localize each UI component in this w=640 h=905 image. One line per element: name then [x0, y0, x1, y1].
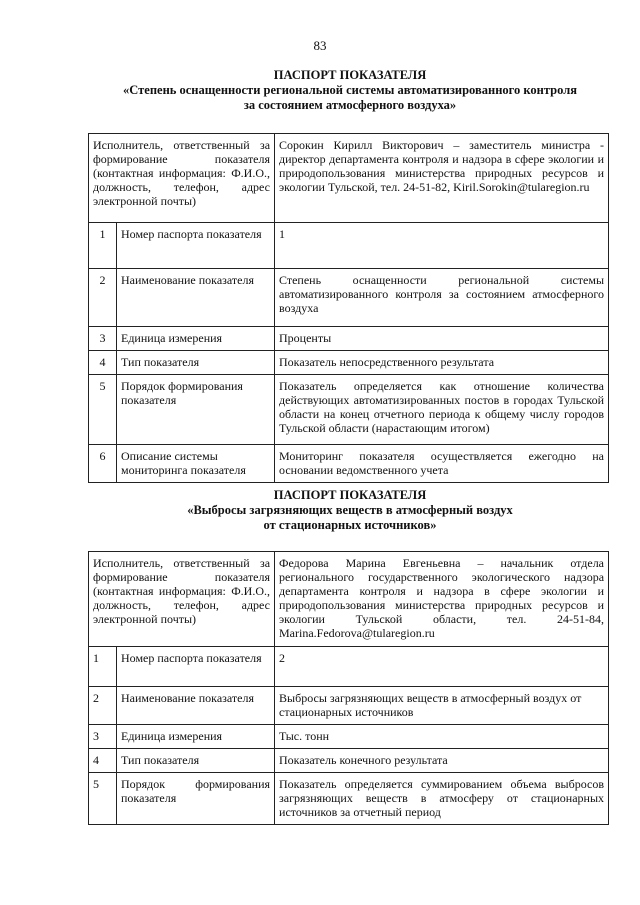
- row-number: 1: [89, 647, 117, 687]
- passport1-subtitle-line2: за состоянием атмосферного воздуха»: [243, 98, 457, 112]
- table-row: [89, 687, 609, 725]
- table-row: [89, 223, 609, 269]
- table-row: [89, 647, 609, 687]
- executor-value: Сорокин Кирилл Викторович – заместитель министра - директор департамента контроля и надзора в сфере экологии и природопользования министерства природных ресурсов и экологии Тульской, тел. 24-51-82, Kiril.Sorokin@tularegion.ru: [275, 134, 609, 223]
- executor-label: Исполнитель, ответственный за формирование показателя (контактная информация: Ф.И.О., должность, телефон, адрес электронной почты): [89, 134, 275, 223]
- executor-value: Федорова Марина Евгеньевна – начальник отдела регионального государственного экологического надзора департамента контроля и надзора в сфере экологии и природопользования министерства природных ресурсов и экологии Тульской области, тел. 24-51-84, Marina.Fedorova@tularegion.ru: [275, 552, 609, 647]
- passport1-title: ПАСПОРТ ПОКАЗАТЕЛЯ: [273, 68, 427, 82]
- passport1-table: [88, 133, 609, 483]
- table-row: [89, 375, 609, 445]
- row-value: 2: [275, 647, 609, 687]
- table-row: [89, 445, 609, 483]
- row-value: 1: [275, 223, 609, 269]
- row-label: Номер паспорта показателя: [117, 223, 275, 269]
- row-number: 2: [89, 269, 117, 327]
- row-value: Тыс. тонн: [275, 725, 609, 749]
- row-number: 3: [89, 327, 117, 351]
- row-number: 4: [89, 351, 117, 375]
- row-label: Номер паспорта показателя: [117, 647, 275, 687]
- row-label: Единица измерения: [117, 725, 275, 749]
- row-label: Порядок формирования показателя: [117, 375, 275, 445]
- row-value: Мониторинг показателя осуществляется ежегодно на основании ведомственного учета: [275, 445, 609, 483]
- row-label: Наименование показателя: [117, 687, 275, 725]
- row-value: Показатель определяется как отношение количества действующих автоматизированных постов в городах Тульской области на конец отчетного периода к общему числу городов Тульской области (нарастающим итогом): [275, 375, 609, 445]
- passport1-heading: [80, 68, 620, 113]
- page-number: 83: [313, 38, 327, 53]
- row-number: 2: [89, 687, 117, 725]
- row-label: Тип показателя: [117, 351, 275, 375]
- passport2-heading: [80, 488, 620, 533]
- row-label: Описание системы мониторинга показателя: [117, 445, 275, 483]
- table-row: [89, 725, 609, 749]
- row-label: Единица измерения: [117, 327, 275, 351]
- row-label: Порядок формирования показателя: [117, 773, 275, 825]
- row-value: Показатель определяется суммированием объема выбросов загрязняющих веществ в атмосферу от стационарных источников за отчетный период: [275, 773, 609, 825]
- row-number: 3: [89, 725, 117, 749]
- row-value: Степень оснащенности региональной системы автоматизированного контроля за состоянием атмосферного воздуха: [275, 269, 609, 327]
- passport2-subtitle-line1: «Выбросы загрязняющих веществ в атмосферный воздух: [187, 503, 513, 517]
- passport2-table: [88, 551, 609, 825]
- table-row: [89, 327, 609, 351]
- row-value: Показатель непосредственного результата: [275, 351, 609, 375]
- row-label: Наименование показателя: [117, 269, 275, 327]
- row-number: 4: [89, 749, 117, 773]
- row-value: Показатель конечного результата: [275, 749, 609, 773]
- table-row: [89, 269, 609, 327]
- row-label: Тип показателя: [117, 749, 275, 773]
- table-row: [89, 351, 609, 375]
- row-value: Проценты: [275, 327, 609, 351]
- executor-label: Исполнитель, ответственный за формирование показателя (контактная информация: Ф.И.О., должность, телефон, адрес электронной почты): [89, 552, 275, 647]
- row-number: 6: [89, 445, 117, 483]
- passport2-subtitle-line2: от стационарных источников»: [263, 518, 437, 532]
- row-number: 5: [89, 375, 117, 445]
- row-value: Выбросы загрязняющих веществ в атмосферный воздух от стационарных источников: [275, 687, 609, 725]
- table-row: [89, 552, 609, 647]
- table-row: [89, 134, 609, 223]
- table-row: [89, 749, 609, 773]
- passport1-subtitle-line1: «Степень оснащенности региональной системы автоматизированного контроля: [123, 83, 577, 97]
- table-row: [89, 773, 609, 825]
- row-number: 1: [89, 223, 117, 269]
- passport2-title: ПАСПОРТ ПОКАЗАТЕЛЯ: [273, 488, 427, 502]
- row-number: 5: [89, 773, 117, 825]
